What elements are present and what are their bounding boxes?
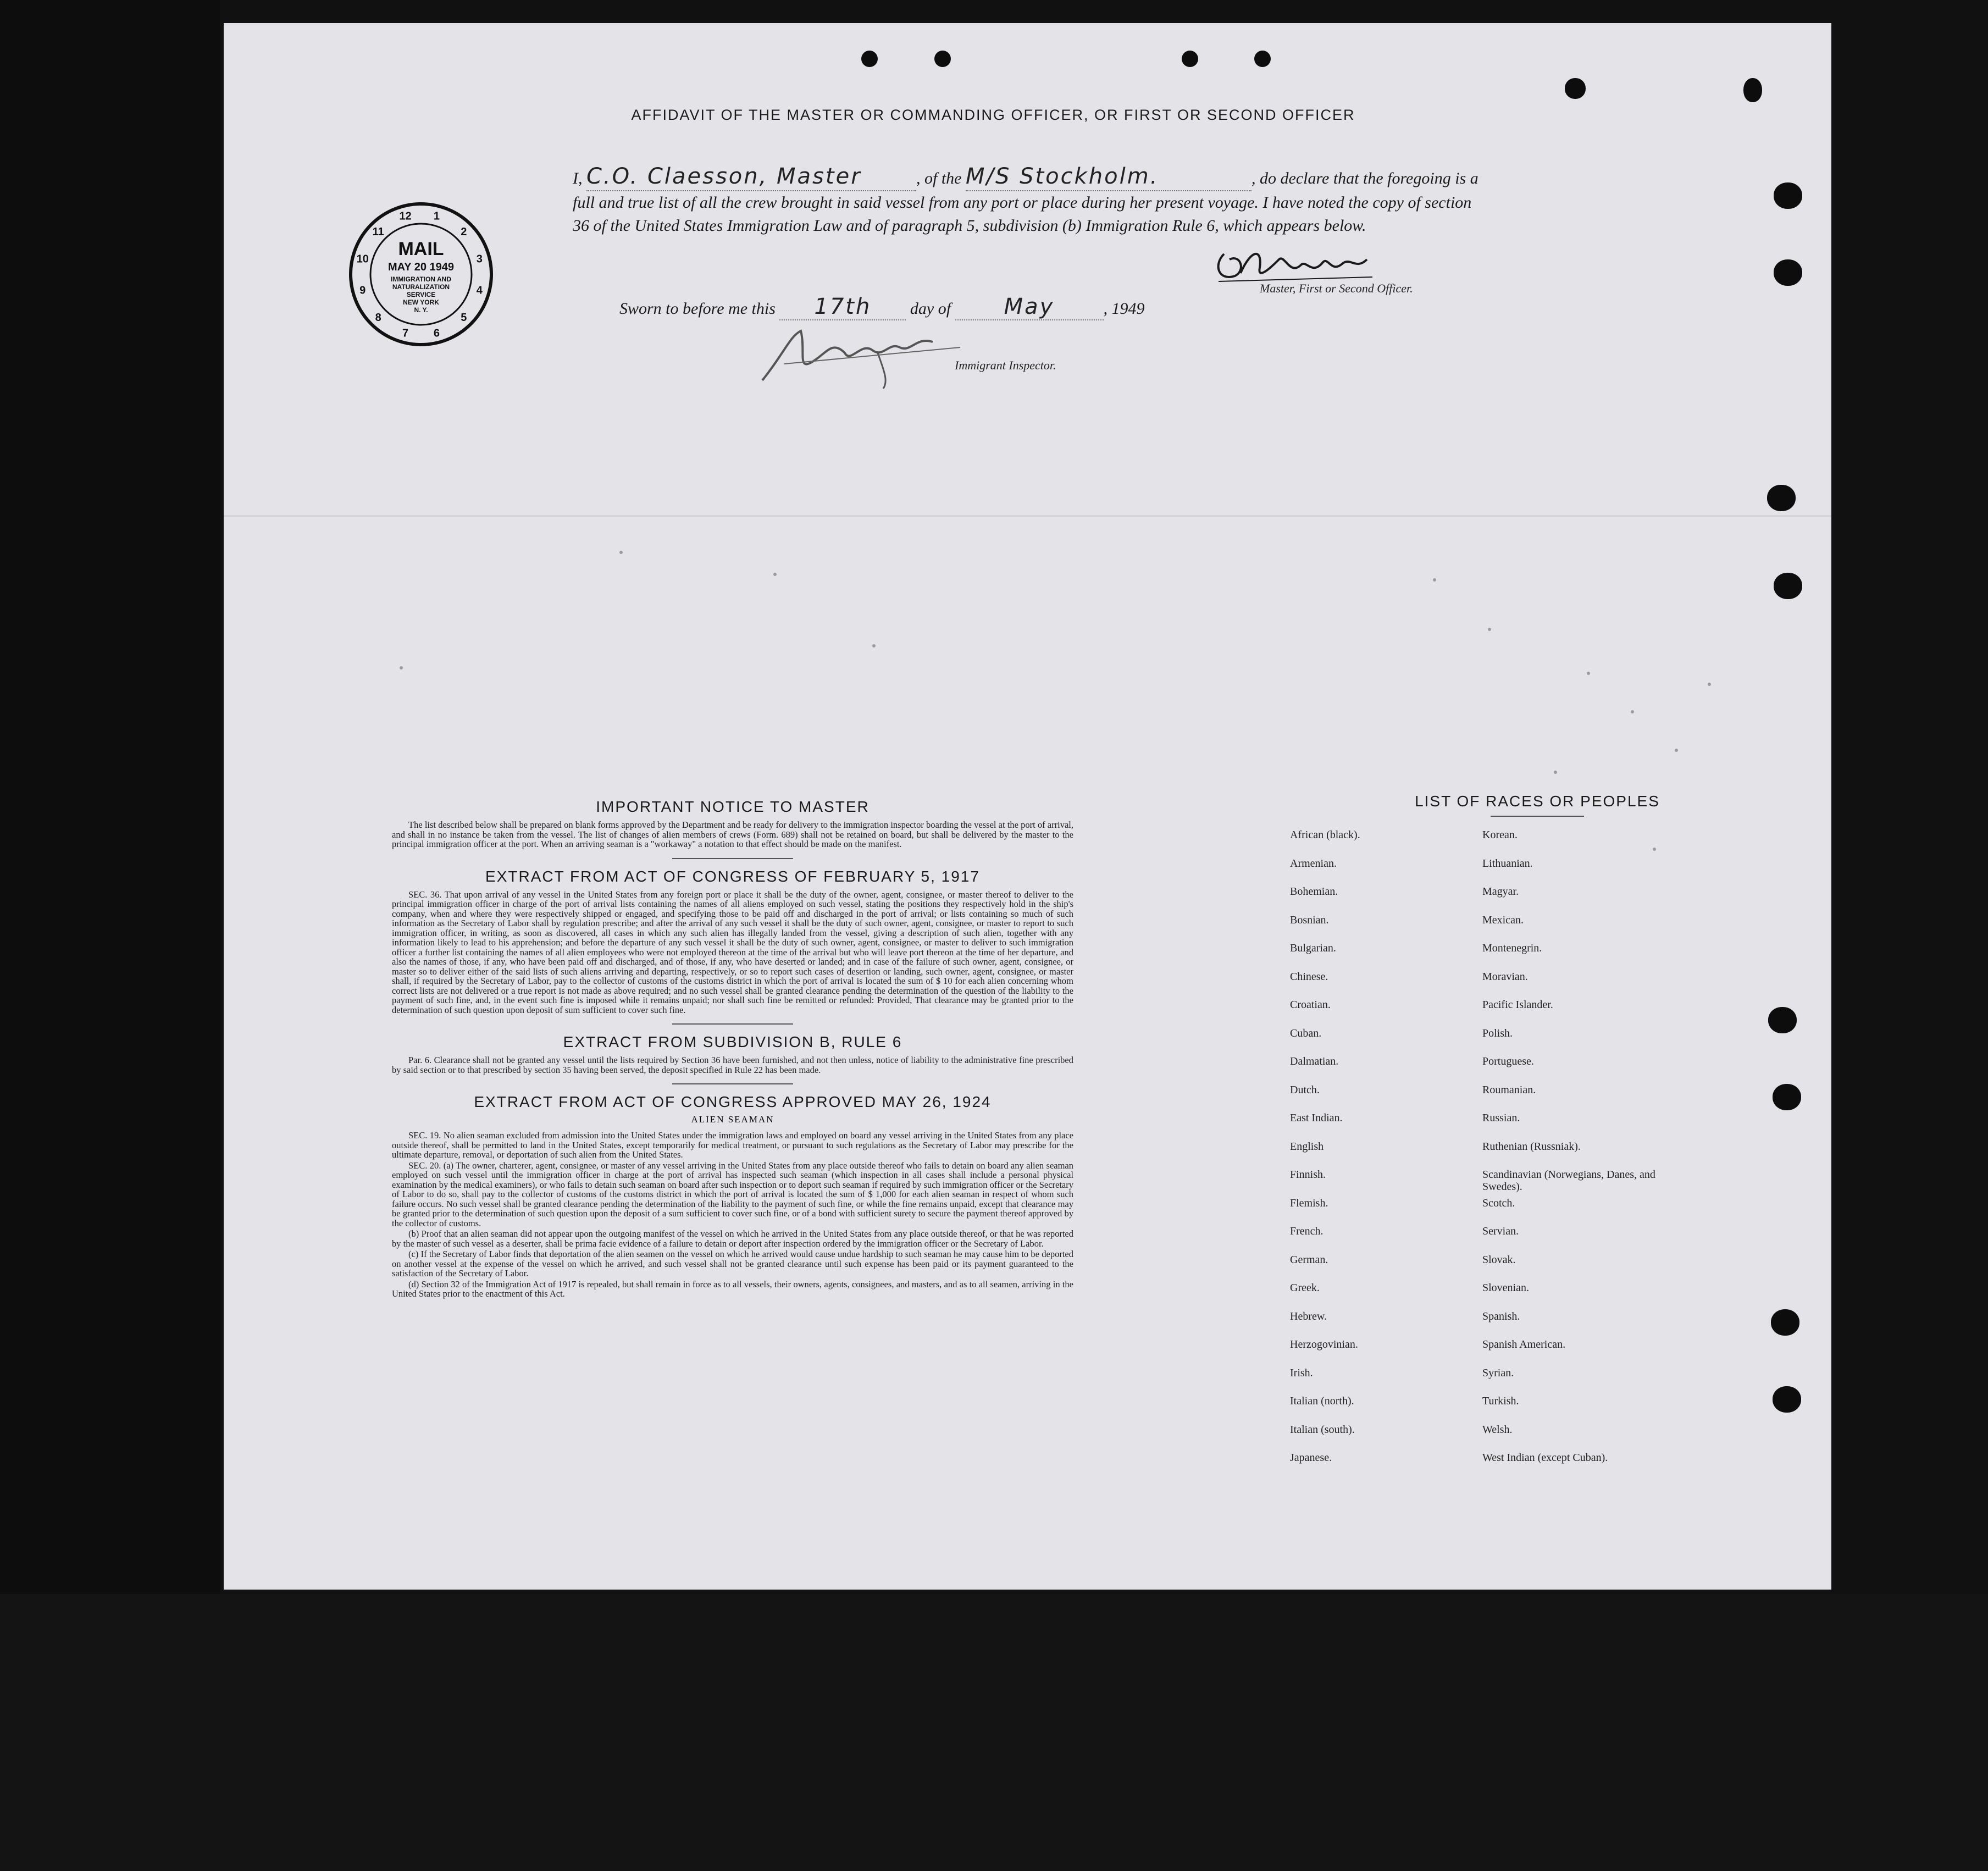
paper-speck: [619, 551, 623, 554]
paper-speck: [1554, 771, 1557, 774]
binder-hole: [1774, 259, 1802, 286]
extract-1924-sec20d: (d) Section 32 of the Immigration Act of 1917 is repealed, but shall remain in force as to all vessels, their owners, agents, consignees, and masters, and as to all seamen, arriving in the United States prior to the enactment of this Act.: [392, 1278, 1073, 1299]
stamp-ring-number: 1: [433, 210, 440, 223]
extract-1924-sec20b: (b) Proof that an alien seaman did not appear upon the outgoing manifest of the vessel on which he arrived in the United States from any place outside thereof, or that he was reported by the master of such vessel as a deserter, shall be prima facie evidence of a failure to detain or deport after inspection ordered by the immigration officer or the Secretary of Labor.: [392, 1228, 1073, 1249]
race-item: Lithuanian.: [1482, 857, 1533, 870]
race-item: Japanese.: [1290, 1452, 1332, 1464]
sworn-day-of: day of: [910, 300, 951, 318]
race-item: Dalmatian.: [1290, 1055, 1339, 1067]
extract-1917-title: EXTRACT FROM ACT OF CONGRESS OF FEBRUARY 5, 1917: [485, 867, 980, 885]
race-item: West Indian (except Cuban).: [1482, 1452, 1608, 1464]
races-list: [1290, 793, 1785, 1480]
punch-hole: [1182, 51, 1198, 67]
paper-speck: [1708, 683, 1711, 686]
stamp-date: MAY 20 1949: [387, 261, 455, 273]
master-name-blank: [586, 165, 916, 191]
race-item: Bulgarian.: [1290, 942, 1336, 954]
master-officer-label: Master, First or Second Officer.: [1260, 281, 1413, 295]
mail-date-stamp: [347, 200, 495, 348]
race-item: Turkish.: [1482, 1395, 1519, 1407]
scan-border-bottom: [0, 1594, 1988, 1871]
vessel-handwriting: M/S Stockholm.: [966, 164, 1159, 189]
document-page: [224, 23, 1831, 1590]
section-divider: [672, 1083, 793, 1084]
paper-speck: [773, 573, 777, 576]
stamp-ring-number: 5: [461, 311, 467, 324]
races-grid: [1290, 829, 1785, 1480]
stamp-line4: NEW YORK: [403, 298, 439, 306]
race-item: Finnish.: [1290, 1169, 1326, 1181]
race-item: English: [1290, 1140, 1324, 1153]
rule6-body: Par. 6. Clearance shall not be granted any vessel until the lists required by Section 36 have been furnished, and not then unless, notice of liability to the administrative fine prescribed by said section or to that prescribed by section 35 having been served, the deposit specified in Rule 22 has been made.: [392, 1055, 1073, 1075]
sworn-day-handwriting: 17th: [814, 294, 872, 319]
race-item: Servian.: [1482, 1225, 1519, 1237]
sworn-month-blank: [955, 294, 1104, 320]
paper-speck: [1631, 710, 1634, 713]
stamp-ring-number: 9: [359, 284, 366, 297]
vessel-blank: [966, 165, 1252, 191]
stamp-word: MAIL: [398, 239, 444, 259]
punch-hole: [861, 51, 878, 67]
notice-title: IMPORTANT NOTICE TO MASTER: [596, 798, 870, 815]
sworn-line: [619, 294, 1499, 320]
races-divider: [1491, 816, 1584, 817]
race-item: Flemish.: [1290, 1197, 1328, 1209]
paper-speck: [400, 666, 403, 669]
inspector-signature: [751, 320, 971, 391]
extract-1924-sec20c: (c) If the Secretary of Labor finds that deportation of the alien seamen on the vessel on which he arrived would cause undue hardship to such seaman he may cause him to be deported on another vessel at the expense of the vessel on which he arrived, and such vessel shall not be granted clearance until such expense has been paid or its payment guaranteed to the satisfaction of the Secretary of Labor.: [392, 1249, 1073, 1278]
sworn-text: Sworn to before me this: [619, 300, 776, 318]
race-item: Ruthenian (Russniak).: [1482, 1140, 1581, 1153]
paper-speck: [872, 644, 876, 647]
stamp-line2: NATURALIZATION: [392, 283, 450, 291]
race-item: German.: [1290, 1253, 1328, 1266]
race-item: Dutch.: [1290, 1083, 1320, 1096]
races-title: LIST OF RACES OR PEOPLES: [1415, 793, 1660, 810]
stamp-ring-number: 10: [356, 253, 369, 265]
paper-speck: [1433, 578, 1436, 582]
scan-border-left: [0, 0, 220, 1871]
race-item: Bosnian.: [1290, 914, 1329, 926]
race-item: Armenian.: [1290, 857, 1337, 870]
race-item: Spanish American.: [1482, 1338, 1566, 1350]
race-item: Spanish.: [1482, 1310, 1520, 1322]
race-item: Cuban.: [1290, 1027, 1322, 1039]
extract-1924-sec20a: SEC. 20. (a) The owner, charterer, agent, consignee, or master of any vessel arriving in the United States from any place outside thereof who fails to detain on board any alien seaman employed on such vessel until the immigration officer in charge at the port of arrival has inspected such seaman (which inspection in all cases shall include a personal physical examination by the medical examiners), or who fails to detain such seaman on board after such inspection or to deport such seaman if required by such immigration officer or the Secretary of Labor to do so, shall pay to the collector of customs of the customs district in which the port of arrival is located the sum of $ 1,000 for each alien seaman in respect of whom such failure occurs. No such vessel shall be granted clearance pending the determination of the liability to the payment of such fine, or while the fine remains unpaid, except that clearance may be granted prior to the determination of such question upon the deposit of a sum sufficient to cover such fine, or of a bond with sufficient surety to secure the payment thereof approved by the collector of customs.: [392, 1160, 1073, 1228]
race-item: Welsh.: [1482, 1423, 1513, 1436]
race-item: Chinese.: [1290, 970, 1328, 983]
stamp-ring-number: 4: [476, 284, 483, 297]
stamp-ring-number: 8: [375, 311, 381, 324]
binder-hole: [1774, 182, 1802, 209]
binder-hole: [1743, 78, 1762, 102]
race-item: Herzogovinian.: [1290, 1338, 1358, 1350]
race-item: Slovenian.: [1482, 1282, 1529, 1294]
race-item: French.: [1290, 1225, 1324, 1237]
notices-column: [392, 793, 1073, 1300]
paper-speck: [1675, 749, 1678, 752]
stamp-hour-ring: [357, 211, 483, 340]
declaration-pre: I,: [573, 169, 583, 187]
section-divider: [672, 858, 793, 859]
section-divider: [672, 1023, 793, 1025]
race-item: Irish.: [1290, 1366, 1313, 1379]
race-item: Korean.: [1482, 829, 1518, 841]
race-item: Moravian.: [1482, 970, 1528, 983]
race-item: African (black).: [1290, 829, 1360, 841]
notice-body: The list described below shall be prepared on blank forms approved by the Department and be ready for delivery to the immigration inspector boarding the vessel at the port of arrival, and shall in no instance be taken from the vessel. The list of changes of alien members of crews (Form. 689) shall not be retained on board, but shall be delivered by the master to the principal immigration officer at the port. When an arriving seaman is a "workaway" a notation to that effect should be made on the manifest.: [392, 820, 1073, 849]
declaration-of: , of the: [916, 169, 962, 187]
race-item: Mexican.: [1482, 914, 1524, 926]
sworn-year: , 1949: [1103, 300, 1145, 318]
race-item: Bohemian.: [1290, 885, 1338, 898]
declaration-body: that the foregoing is a full and true list of all the crew brought in said vessel from any port or place during her present voyage. I have noted the copy of section 36 of the United States Immigration Law and of paragraph 5, subdivision (b) Immigration Rule 6, which appears below.: [573, 169, 1478, 235]
sworn-month-handwriting: May: [1004, 294, 1055, 319]
race-item: Scotch.: [1482, 1197, 1515, 1209]
extract-1924-subtitle: ALIEN SEAMAN: [691, 1114, 774, 1125]
binder-hole: [1774, 573, 1802, 599]
paper-speck: [1488, 628, 1491, 631]
binder-hole: [1565, 78, 1586, 99]
race-item: Roumanian.: [1482, 1083, 1536, 1096]
race-item: East Indian.: [1290, 1112, 1343, 1124]
race-item: Portuguese.: [1482, 1055, 1534, 1067]
stamp-line1: IMMIGRATION AND: [391, 275, 451, 283]
race-item: Montenegrin.: [1482, 942, 1542, 954]
race-item: Slovak.: [1482, 1253, 1516, 1266]
binder-hole: [1767, 485, 1796, 511]
stamp-ring-number: 6: [433, 327, 440, 340]
race-item: Pacific Islander.: [1482, 999, 1553, 1011]
race-item: Magyar.: [1482, 885, 1519, 898]
punch-hole: [1254, 51, 1271, 67]
stamp-ring-number: 11: [372, 226, 384, 239]
rule6-title: EXTRACT FROM SUBDIVISION B, RULE 6: [563, 1033, 902, 1050]
affidavit-title: AFFIDAVIT OF THE MASTER OR COMMANDING OFFICER, OR FIRST OR SECOND OFFICER: [631, 107, 1355, 123]
stamp-ring-number: 2: [461, 226, 467, 239]
race-item: Italian (south).: [1290, 1423, 1355, 1436]
extract-1924-title: EXTRACT FROM ACT OF CONGRESS APPROVED MAY 26, 1924: [474, 1093, 992, 1110]
extract-1917-body: SEC. 36. That upon arrival of any vessel in the United States from any foreign port or place it shall be the duty of the owner, agent, consignee, or master thereof to deliver to the principal immigration officer in charge of the port of arrival lists containing the names of all aliens employed on such vessel, stating the positions they respectively hold in the ship's company, when and where they were respectively shipped or engaged, and specifying those to be paid off and discharged in the port of arrival; or lists containing so much of such information as the Secretary of Labor shall by regulation prescribe; and after the arrival of any such vessel it shall be the duty of such owner, agent, consignee, or master to report to such immigration officer, in writing, as soon as discovered, all cases in which any such alien has illegally landed from the vessel, giving a description of such alien, together with any information likely to lead to his apprehension; and before the departure of any such vessel it shall be the duty of such owner, agent, consignee, or master to deliver to such immigration officer a further list containing the names of all alien employees who were not employed thereon at the time of the arrival but who will leave port thereon at the time of her departure, and also the names of those, if any, who have been paid off and discharged, and of those, if any, who have deserted or landed; and in case of the failure of such owner, agent, consignee, or master so to deliver either of the said lists of such aliens arriving and departing, respectively, or so to report such cases of desertion or landing, such owner, agent, consignee, or master shall, if required by the Secretary of Labor, pay to the collector of customs of the customs district in which the port of arrival is located the sum of $ 10 for each alien concerning whom correct lists are not delivered or a true report is not made as above required; and no such vessel shall be granted clearance pending the determination of the question of the liability to the payment of such fine, and, in the event such fine is imposed while it remains unpaid; nor shall such fine be remitted or refunded: Provided, That clearance may be granted prior to the determination of such question upon deposit of sum sufficient to cover such fine.: [392, 889, 1073, 1015]
race-item: Russian.: [1482, 1112, 1520, 1124]
declaration-declare: , do declare: [1252, 169, 1330, 187]
paper-speck: [1587, 672, 1590, 675]
punch-hole: [934, 51, 951, 67]
stamp-line5: N. Y.: [414, 306, 428, 314]
extract-1924-sec19: SEC. 19. No alien seaman excluded from admission into the United States under the immigration laws and employed on board any vessel arriving in the United States from any place outside thereof, shall be permitted to land in the United States, except temporarily for medical treatment, or pursuant to such regulations as the Secretary of Labor may prescribe for the ultimate departure, removal, or deportation of such alien from the United States.: [392, 1130, 1073, 1160]
race-item: Greek.: [1290, 1282, 1320, 1294]
declaration-paragraph: [573, 165, 1482, 237]
paper-fold-line: [224, 515, 1831, 517]
race-item: Syrian.: [1482, 1366, 1514, 1379]
stamp-line3: SERVICE: [406, 291, 436, 298]
race-item: Polish.: [1482, 1027, 1513, 1039]
master-name-handwriting: C.O. Claesson, Master: [586, 164, 862, 189]
race-item: Croatian.: [1290, 999, 1331, 1011]
race-item: Hebrew.: [1290, 1310, 1327, 1322]
race-item: Italian (north).: [1290, 1395, 1354, 1407]
race-item: Scandinavian (Norwegians, Danes, and Swedes).: [1482, 1169, 1655, 1193]
stamp-ring-number: 3: [476, 253, 483, 265]
sworn-day-blank: [779, 294, 906, 320]
stamp-ring-number: 7: [402, 327, 409, 340]
immigrant-inspector-label: Immigrant Inspector.: [955, 358, 1056, 372]
stamp-ring-number: 12: [399, 210, 412, 223]
